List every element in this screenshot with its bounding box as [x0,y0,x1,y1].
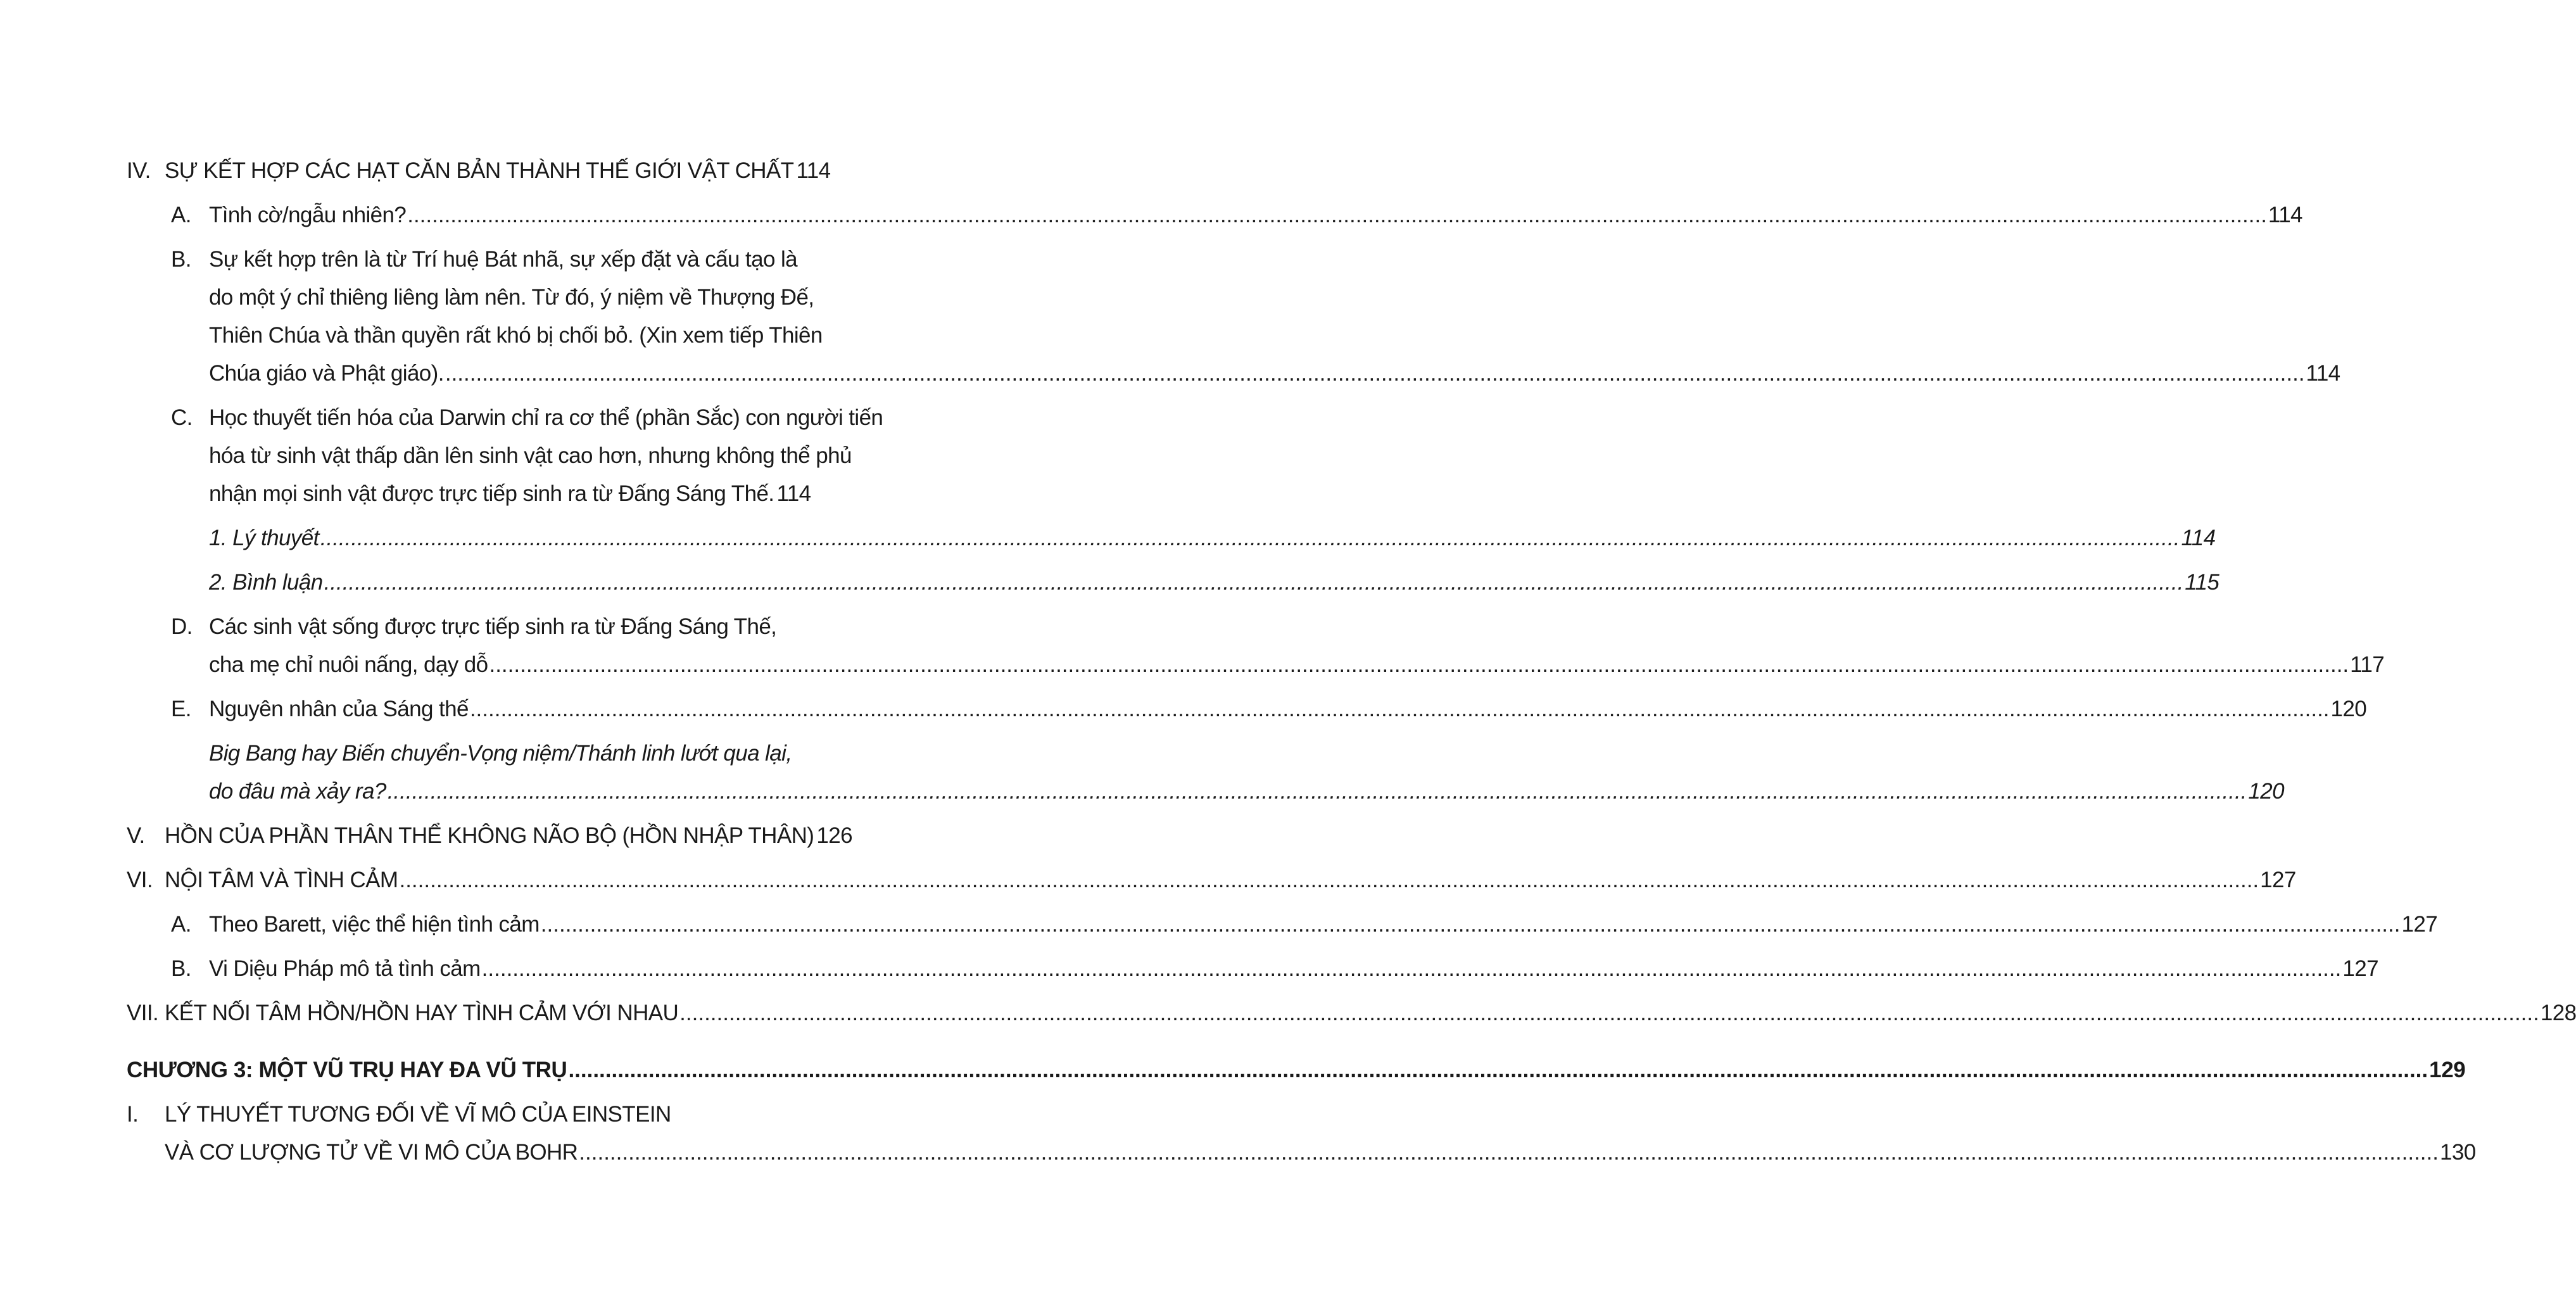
toc-title-line: Học thuyết tiến hóa của Darwin chỉ ra cơ thể (phần Sắc) con người tiến [209,405,883,430]
leader-dots [568,1051,2428,1089]
toc-number: VI. [127,868,153,892]
leader-dots [407,196,2267,234]
leader-dots [541,906,2401,944]
toc-number: IV. [127,158,151,183]
leader-dots [470,690,2330,728]
toc-title: Vi Diệu Pháp mô tả tình cảm [209,956,481,981]
leader-dots [579,1134,2439,1172]
toc-title: SỰ KẾT HỢP CÁC HẠT CĂN BẢN THÀNH THẾ GIỚI VẬT CHẤT [165,158,794,183]
toc-title-line: hóa từ sinh vật thấp dần lên sinh vật cao hơn, nhưng không thể phủ [209,443,852,468]
leader-dots [679,994,2539,1032]
toc-page-number: 130 [2439,1140,2476,1165]
toc-number: C. [171,405,193,430]
chapter-title: CHƯƠNG 3: MỘT VŨ TRỤ HAY ĐA VŨ TRỤ [127,1058,567,1082]
toc-title-line: Các sinh vật sống được trực tiếp sinh ra từ Đấng Sáng Thế, [209,614,777,639]
toc-page-number: 127 [2342,956,2378,981]
toc-entry-chapter-3[interactable] [127,1051,2466,1089]
toc-title: HỒN CỦA PHẦN THÂN THỂ KHÔNG NÃO BỘ (HỒN NHẬP THÂN) [165,823,814,848]
toc-title-line: Sự kết hợp trên là từ Trí huệ Bát nhã, sự xếp đặt và cấu tạo là [209,247,798,272]
toc-number: A. [171,912,191,937]
toc-title-line: Thiên Chúa và thần quyền rất khó bị chối bỏ. (Xin xem tiếp Thiên [209,323,823,348]
toc-title: 1. Lý thuyết [209,526,319,550]
toc-entry-iv-c[interactable] [171,399,883,513]
toc-page-number: 127 [2401,912,2438,937]
toc-title: 2. Bình luận [209,570,323,595]
toc-page-number: 117 [2350,652,2385,677]
toc-title: NỘI TÂM VÀ TÌNH CẢM [165,868,398,892]
toc-title: Nguyên nhân của Sáng thế [209,697,469,721]
toc-page-number: 114 [2306,361,2340,386]
leader-dots [482,950,2342,988]
leader-dots [388,773,2247,811]
toc-entry-vi-b[interactable] [171,950,2378,988]
toc-entry-vii[interactable] [127,994,2576,1032]
toc-title: VÀ CƠ LƯỢNG TỬ VỀ VI MÔ CỦA BOHR [165,1140,578,1165]
toc-page-number: 120 [2330,697,2367,721]
leader-dots [324,564,2184,602]
toc-entry-iv-c-2[interactable] [209,564,2219,602]
toc-entry-v[interactable] [127,817,852,855]
toc-page-number: 127 [2260,868,2296,892]
toc-page-number: 114 [776,481,811,506]
leader-dots [489,646,2349,684]
toc-page-number: 114 [796,158,831,183]
toc-title-line: Big Bang hay Biến chuyển-Vọng niệm/Thánh linh lướt qua lại, [209,741,792,766]
toc-title: Tình cờ/ngẫu nhiên? [209,203,407,227]
toc-number: B. [171,247,191,272]
toc-number: E. [171,697,191,721]
toc-page-number: 129 [2429,1058,2466,1082]
toc-entry-iv[interactable] [127,152,831,190]
leader-dots [399,861,2259,899]
leader-dots [320,519,2180,557]
toc-page-number: 126 [816,823,852,848]
toc-page-number: 120 [2248,779,2284,804]
toc-page-number: 114 [2181,526,2216,550]
leader-dots [445,355,2305,393]
toc-entry-iv-c-1[interactable] [209,519,2216,557]
toc-entry-vi[interactable] [127,861,2296,899]
toc-entry-iv-e[interactable] [171,690,2367,728]
toc-number: I. [127,1102,139,1127]
toc-number: A. [171,203,191,227]
toc-entry-iv-b[interactable] [171,241,2340,393]
toc-entry-vi-a[interactable] [171,906,2438,944]
toc-title: Chúa giáo và Phật giáo). [209,361,444,386]
toc-page-number: 115 [2185,570,2219,595]
toc-page-number: 128 [2540,1001,2576,1025]
toc-title: Theo Barett, việc thể hiện tình cảm [209,912,540,937]
toc-title-line: do một ý chỉ thiêng liêng làm nên. Từ đó, ý niệm về Thượng Đế, [209,285,814,310]
toc-page-number: 114 [2268,203,2302,227]
toc-entry-ch3-i[interactable] [127,1096,2476,1172]
toc-entry-iv-d[interactable] [171,608,2385,684]
toc-number: V. [127,823,145,848]
toc-title-line: LÝ THUYẾT TƯƠNG ĐỐI VỀ VĨ MÔ CỦA EINSTEIN [165,1102,671,1127]
toc-number: VII. [127,1001,159,1025]
toc-number: B. [171,956,191,981]
toc-entry-iv-a[interactable] [171,196,2302,234]
toc-title: cha mẹ chỉ nuôi nấng, dạy dỗ [209,652,488,677]
toc-title: nhận mọi sinh vật được trực tiếp sinh ra từ Đấng Sáng Thế. [209,481,774,506]
toc-number: D. [171,614,193,639]
toc-title: KẾT NỐI TÂM HỒN/HỒN HAY TÌNH CẢM VỚI NHAU [165,1001,679,1025]
toc-title: do đâu mà xảy ra? [209,779,386,804]
toc-entry-iv-e-sub[interactable] [209,735,2284,811]
